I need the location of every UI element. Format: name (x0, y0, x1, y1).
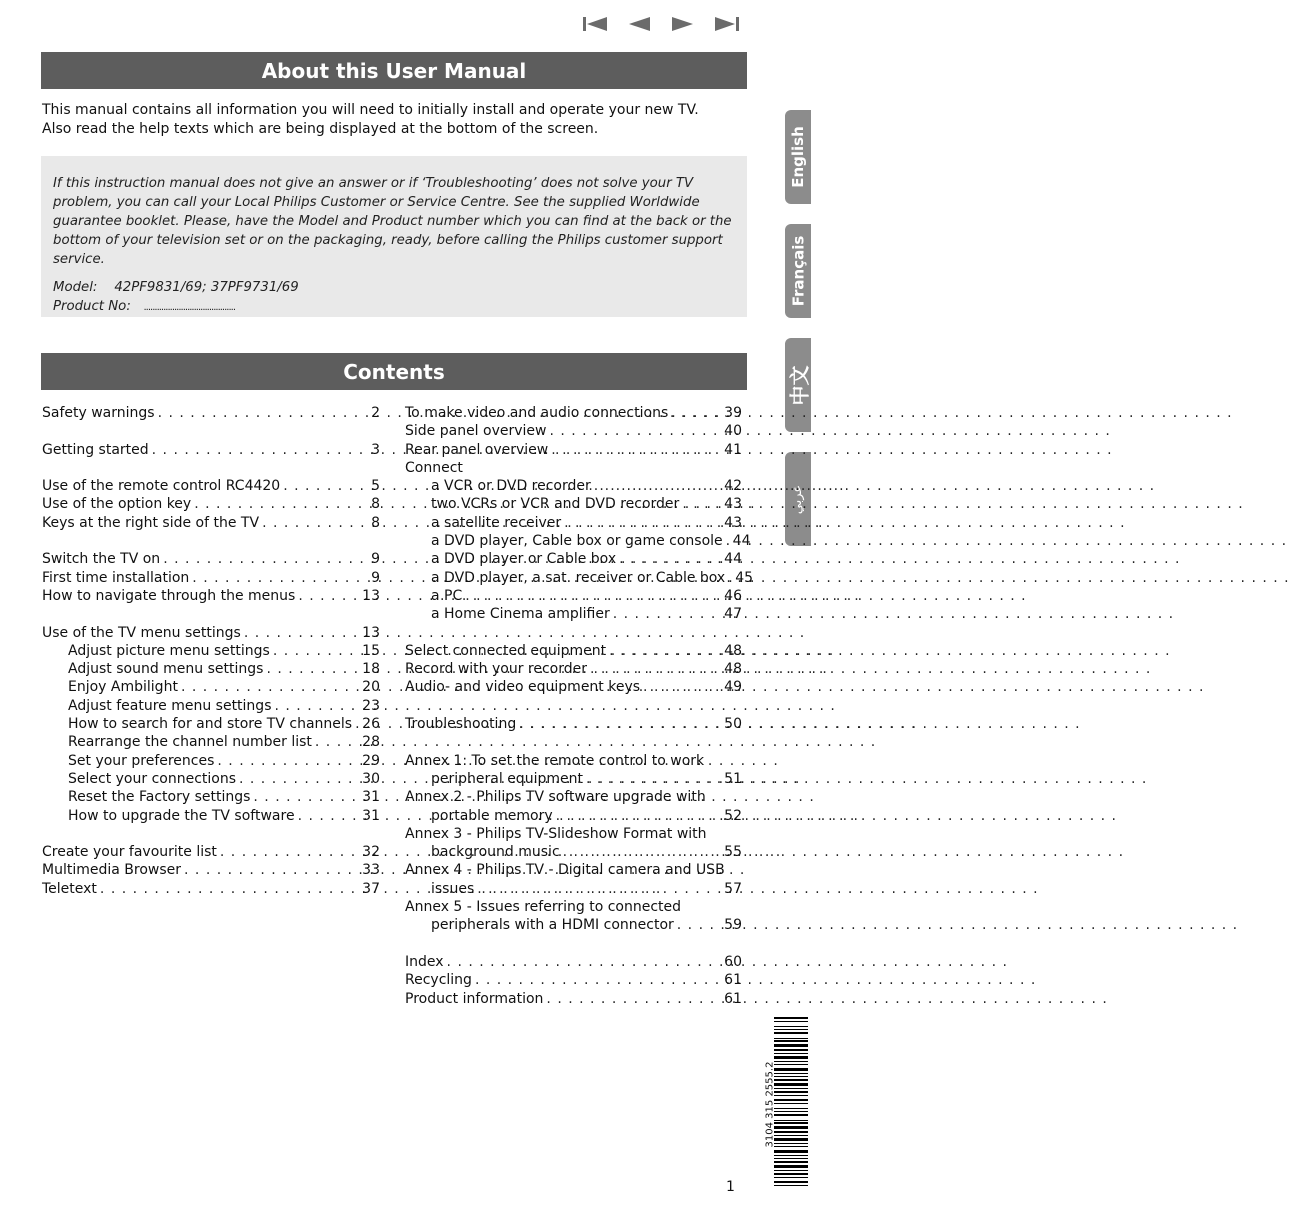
barcode-stripe (774, 1177, 808, 1178)
toc-entry-title: Recycling (405, 972, 472, 989)
toc-entry[interactable] (405, 422, 742, 440)
barcode-stripe (774, 1170, 808, 1171)
product-label: Product No: (53, 299, 131, 314)
toc-entry[interactable] (42, 843, 380, 861)
toc-entry-title: Safety warnings (42, 405, 155, 421)
toc-entry-title: Select connected equipment (405, 642, 607, 659)
toc-entry-page: 20 (362, 679, 380, 696)
model-value: 42PF9831/69; 37PF9731/69 (114, 280, 299, 295)
toc-entry-title: How to upgrade the TV software (68, 807, 295, 824)
barcode-stripe (774, 1068, 808, 1071)
toc-entry[interactable] (42, 642, 380, 660)
barcode-stripe (774, 1135, 808, 1136)
barcode-stripe (774, 1038, 808, 1039)
last-page-button[interactable] (714, 14, 740, 34)
about-title: About this User Manual (261, 58, 527, 83)
toc-entry-page: 61 (724, 990, 742, 1007)
toc-entry-page: 5 (371, 478, 380, 495)
page-number: 1 (726, 1179, 735, 1195)
barcode-stripe (774, 1143, 808, 1144)
barcode-stripe (774, 1111, 808, 1112)
toc-entry-page: 43 (724, 496, 742, 513)
product-value: .......................................... (143, 302, 236, 313)
first-page-button[interactable] (582, 14, 608, 34)
toc-entry-page: 31 (362, 789, 380, 806)
toc-entry-page: 48 (724, 661, 742, 678)
toc-entry-page: 44 (732, 533, 751, 550)
toc-entry[interactable] (405, 990, 742, 1008)
contents-title: Contents (343, 359, 445, 384)
toc-entry[interactable] (405, 916, 742, 934)
toc-entry-title: a Home Cinema amplifier (431, 606, 610, 623)
toc-entry[interactable] (405, 953, 742, 971)
tab-arabic-label: عربي (790, 484, 806, 514)
toc-entry-page: 50 (724, 716, 742, 733)
toc-entry-page: 48 (724, 642, 742, 659)
toc-entry[interactable] (405, 532, 751, 550)
toc-entry-title: two VCRs or VCR and DVD recorder (431, 496, 680, 513)
toc-entry-page: 8 (371, 514, 380, 531)
toc-entry[interactable] (42, 404, 380, 422)
toc-entry-page: 57 (724, 880, 742, 897)
toc-entry-title: a VCR or DVD recorder (431, 478, 591, 495)
toc-entry-title: Adjust sound menu settings (68, 661, 264, 678)
barcode-stripe (774, 1126, 808, 1129)
toc-entry[interactable] (42, 770, 380, 788)
toc-left-column (42, 404, 380, 898)
toc-entry-page: 13 (362, 624, 380, 641)
toc-entry-page: 23 (362, 697, 380, 714)
barcode-stripe (774, 1088, 808, 1089)
toc-entry-page: 32 (362, 844, 380, 861)
model-line (53, 278, 735, 297)
toc-entry[interactable] (405, 660, 742, 678)
tab-francais-label: Français (789, 235, 808, 307)
toc-entry-line[interactable] (405, 898, 742, 916)
toc-entry-page: 41 (724, 441, 742, 458)
tab-chinese-label: 中文 (787, 365, 812, 405)
toc-entry[interactable] (405, 441, 742, 459)
toc-entry[interactable] (42, 514, 380, 532)
page-navigation (582, 14, 740, 34)
toc-entry[interactable] (405, 642, 742, 660)
toc-entry[interactable] (405, 971, 742, 989)
triangle-left-icon (626, 14, 652, 34)
toc-entry-title: Enjoy Ambilight (68, 679, 178, 696)
skip-forward-icon (714, 14, 740, 34)
support-note-text: If this instruction manual does not give an answer or if ‘Troubleshooting’ does not solve your TV problem, you can call your Local Philips Customer or Service Centre. See the supplied Worldwide guarantee booklet. Please, have the Model and Product number which you can find at the back or the bottom of your television set or on the packaging, ready, before calling the Philips customer support service. (53, 176, 732, 267)
barcode-icon (774, 1017, 808, 1187)
toc-entry-page: 46 (724, 587, 742, 604)
toc-entry-title: Index (405, 953, 444, 970)
toc-entry[interactable] (42, 880, 380, 898)
toc-entry-title: Side panel overview (405, 423, 547, 440)
barcode-area (760, 1017, 808, 1187)
toc-entry[interactable] (42, 660, 380, 678)
support-note-box (41, 156, 747, 317)
toc-entry-title: Audio- and video equipment keys (405, 679, 641, 696)
toc-entry-page: 15 (362, 642, 380, 659)
toc-entry-page: 2 (371, 405, 380, 421)
toc-entry-page: 37 (362, 880, 380, 897)
intro-text (42, 101, 742, 139)
toc-entry[interactable] (42, 569, 380, 587)
barcode-stripe (774, 1076, 808, 1077)
barcode-stripe (774, 1021, 808, 1022)
barcode-stripe (774, 1120, 808, 1121)
tab-english-label: English (789, 126, 807, 188)
toc-entry-line[interactable] (405, 861, 742, 879)
about-title-bar (41, 52, 747, 89)
toc-entry-title: First time installation (42, 569, 190, 586)
barcode-stripe (774, 1122, 808, 1124)
toc-entry-title: Multimedia Browser (42, 862, 182, 879)
triangle-right-icon (670, 14, 696, 34)
toc-entry-page: 47 (724, 606, 742, 623)
toc-heading-title: Connect (405, 459, 463, 476)
toc-entry-title: Create your favourite list (42, 844, 217, 861)
barcode-stripe (774, 1165, 808, 1168)
toc-entry-page: 59 (724, 917, 742, 934)
barcode-stripe (774, 1064, 808, 1065)
toc-entry-page: 44 (724, 551, 742, 568)
barcode-stripe (774, 1040, 808, 1042)
toc-entry-title: Use of the TV menu settings (42, 624, 241, 641)
barcode-stripe (774, 1083, 808, 1086)
previous-page-button[interactable] (626, 14, 652, 34)
toc-entry[interactable] (42, 788, 380, 806)
toc-entry-title: Use of the remote control RC4420 (42, 478, 281, 495)
skip-back-icon (582, 14, 608, 34)
barcode-stripe (774, 1185, 808, 1186)
toc-entry[interactable] (405, 569, 754, 587)
toc-entry-page: 61 (724, 972, 742, 989)
toc-entry[interactable] (405, 550, 742, 568)
barcode-stripe (774, 1049, 808, 1051)
toc-entry[interactable] (42, 752, 380, 770)
toc-entry-line[interactable] (405, 825, 742, 843)
toc-entry-title: How to search for and store TV channels (68, 716, 353, 733)
toc-entry[interactable] (42, 477, 380, 495)
toc-entry[interactable] (42, 441, 380, 459)
toc-entry[interactable] (42, 587, 380, 605)
toc-entry-title: peripheral equipment (431, 770, 583, 787)
toc-entry[interactable] (405, 880, 742, 898)
toc-entry-title: Rearrange the channel number list (68, 734, 312, 751)
toc-right-column (405, 404, 754, 1008)
toc-entry-title: Teletext (42, 880, 97, 897)
toc-entry-page: 39 (724, 405, 742, 421)
contents-title-bar (41, 353, 747, 390)
toc-entry-page: 8 (371, 496, 380, 513)
toc-entry-title: Set your preferences (68, 752, 215, 769)
toc-entry-title: Troubleshooting (405, 716, 517, 733)
toc-entry[interactable] (42, 715, 380, 733)
toc-entry-page: 31 (362, 807, 380, 824)
barcode-stripe (774, 1099, 808, 1101)
toc-entry-title: Reset the Factory settings (68, 789, 251, 806)
toc-entry-line[interactable] (405, 752, 742, 770)
product-line (53, 297, 735, 317)
toc-entry-page: 49 (724, 679, 742, 696)
toc-entry-title: a DVD player, Cable box or game console (431, 533, 723, 550)
toc-entry-page: 9 (371, 551, 380, 568)
barcode-stripe (774, 1181, 808, 1183)
toc-entry[interactable] (405, 605, 742, 623)
toc-entry-page: 45 (735, 569, 754, 586)
intro-line-2: Also read the help texts which are being displayed at the bottom of the screen. (42, 121, 599, 137)
toc-entry-title: a DVD player or Cable box (431, 551, 617, 568)
toc-entry-title: a PC (431, 587, 463, 604)
barcode-stripe (774, 1029, 808, 1030)
toc-entry-page: 29 (362, 752, 380, 769)
toc-entry-title: Use of the option key (42, 496, 192, 513)
toc-entry[interactable] (405, 477, 742, 495)
barcode-stripe (774, 1150, 808, 1153)
toc-entry-title: Switch the TV on (42, 551, 161, 568)
toc-entry[interactable] (405, 404, 742, 422)
toc-entry-page: 3 (371, 441, 380, 458)
toc-entry-page: 52 (724, 807, 742, 824)
next-page-button[interactable] (670, 14, 696, 34)
toc-entry[interactable] (405, 495, 742, 513)
toc-entry-page: 60 (724, 953, 742, 970)
barcode-stripe (774, 1161, 808, 1163)
barcode-stripe (774, 1061, 808, 1062)
toc-entry-title: Adjust feature menu settings (68, 697, 272, 714)
toc-entry[interactable] (42, 861, 380, 879)
toc-entry-page: 55 (724, 844, 742, 861)
toc-entry-title: Adjust picture menu settings (68, 642, 270, 659)
toc-entry-title: Record with your recorder (405, 661, 587, 678)
toc-entry-title: portable memory (431, 807, 553, 824)
toc-entry[interactable] (42, 495, 380, 513)
toc-entry[interactable] (405, 514, 742, 532)
toc-entry[interactable] (405, 807, 742, 825)
toc-entry-title: Annex 1: To set the remote control to work (405, 752, 705, 769)
toc-entry-page: 18 (362, 661, 380, 678)
barcode-stripe (774, 1044, 808, 1047)
barcode-stripe (774, 1138, 808, 1141)
barcode-stripe (774, 1155, 808, 1156)
barcode-stripe (774, 1146, 808, 1147)
toc-entry-title: Annex 4 - Philips TV - Digital camera and USB (405, 862, 725, 879)
barcode-number: 3104 315 2555.2 (764, 1061, 776, 1148)
barcode-stripe (774, 1158, 808, 1159)
barcode-stripe (774, 1053, 808, 1054)
toc-entry[interactable] (405, 843, 742, 861)
toc-entry-title: Getting started (42, 441, 149, 458)
toc-heading (405, 459, 742, 477)
toc-entry[interactable] (405, 770, 742, 788)
toc-entry[interactable] (42, 807, 380, 825)
model-label: Model: (53, 280, 98, 295)
toc-entry-title: Product information (405, 990, 544, 1007)
toc-entry-title: Annex 3 - Philips TV-Slideshow Format with (405, 825, 707, 842)
barcode-stripe (774, 1131, 808, 1133)
barcode-stripe (774, 1056, 808, 1059)
tab-english[interactable] (785, 110, 811, 204)
toc-entry-title: Select your connections (68, 770, 236, 787)
barcode-stripe (774, 1079, 808, 1081)
intro-line-1: This manual contains all information you will need to initially install and operate your new TV. (42, 102, 699, 118)
tab-francais[interactable] (785, 224, 811, 318)
barcode-stripe (774, 1095, 808, 1096)
toc-entry[interactable] (42, 697, 380, 715)
toc-entry[interactable] (405, 678, 742, 696)
toc-entry-page: 40 (724, 423, 742, 440)
toc-entry[interactable] (42, 733, 380, 751)
barcode-stripe (774, 1017, 808, 1019)
toc-entry-page: 33 (362, 862, 380, 879)
toc-entry-page: 13 (362, 587, 380, 604)
barcode-stripe (774, 1026, 808, 1027)
toc-entry-title: Keys at the right side of the TV (42, 514, 260, 531)
toc-entry-title: Rear panel overview (405, 441, 549, 458)
toc-entry-title: How to navigate through the menus (42, 587, 296, 604)
toc-entry-page: 30 (362, 770, 380, 787)
toc-entry-page: 43 (724, 514, 742, 531)
toc-entry[interactable] (405, 715, 742, 733)
barcode-stripe (774, 1103, 808, 1104)
barcode-stripe (774, 1032, 808, 1034)
toc-entry-page: 28 (362, 734, 380, 751)
toc-entry[interactable] (42, 550, 380, 568)
toc-entry-page: 26 (362, 716, 380, 733)
toc-entry-title: To make video and audio connections (405, 405, 669, 421)
barcode-stripe (774, 1073, 808, 1074)
toc-entry-title: Annex 2 - Philips TV software upgrade with (405, 789, 706, 806)
toc-entry-page: 51 (724, 770, 742, 787)
toc-entry-title: issues (431, 880, 475, 897)
barcode-stripe (774, 1114, 808, 1116)
toc-entry-line[interactable] (405, 788, 742, 806)
toc-entry-title: Annex 5 - Issues referring to connected (405, 899, 682, 916)
toc-entry-page: 42 (724, 478, 742, 495)
toc-entry-title: peripherals with a HDMI connector (431, 917, 674, 934)
barcode-stripe (774, 1173, 808, 1175)
toc-entry-page: 9 (371, 569, 380, 586)
toc-entry-title: background music (431, 844, 560, 861)
toc-entry-title: a DVD player, a sat. receiver or Cable box (431, 569, 726, 586)
toc-entry[interactable] (42, 624, 380, 642)
barcode-stripe (774, 1091, 808, 1093)
barcode-stripe (774, 1108, 808, 1109)
toc-entry-title: a satellite receiver (431, 514, 562, 531)
toc-entry[interactable] (405, 587, 742, 605)
toc-entry[interactable] (42, 678, 380, 696)
